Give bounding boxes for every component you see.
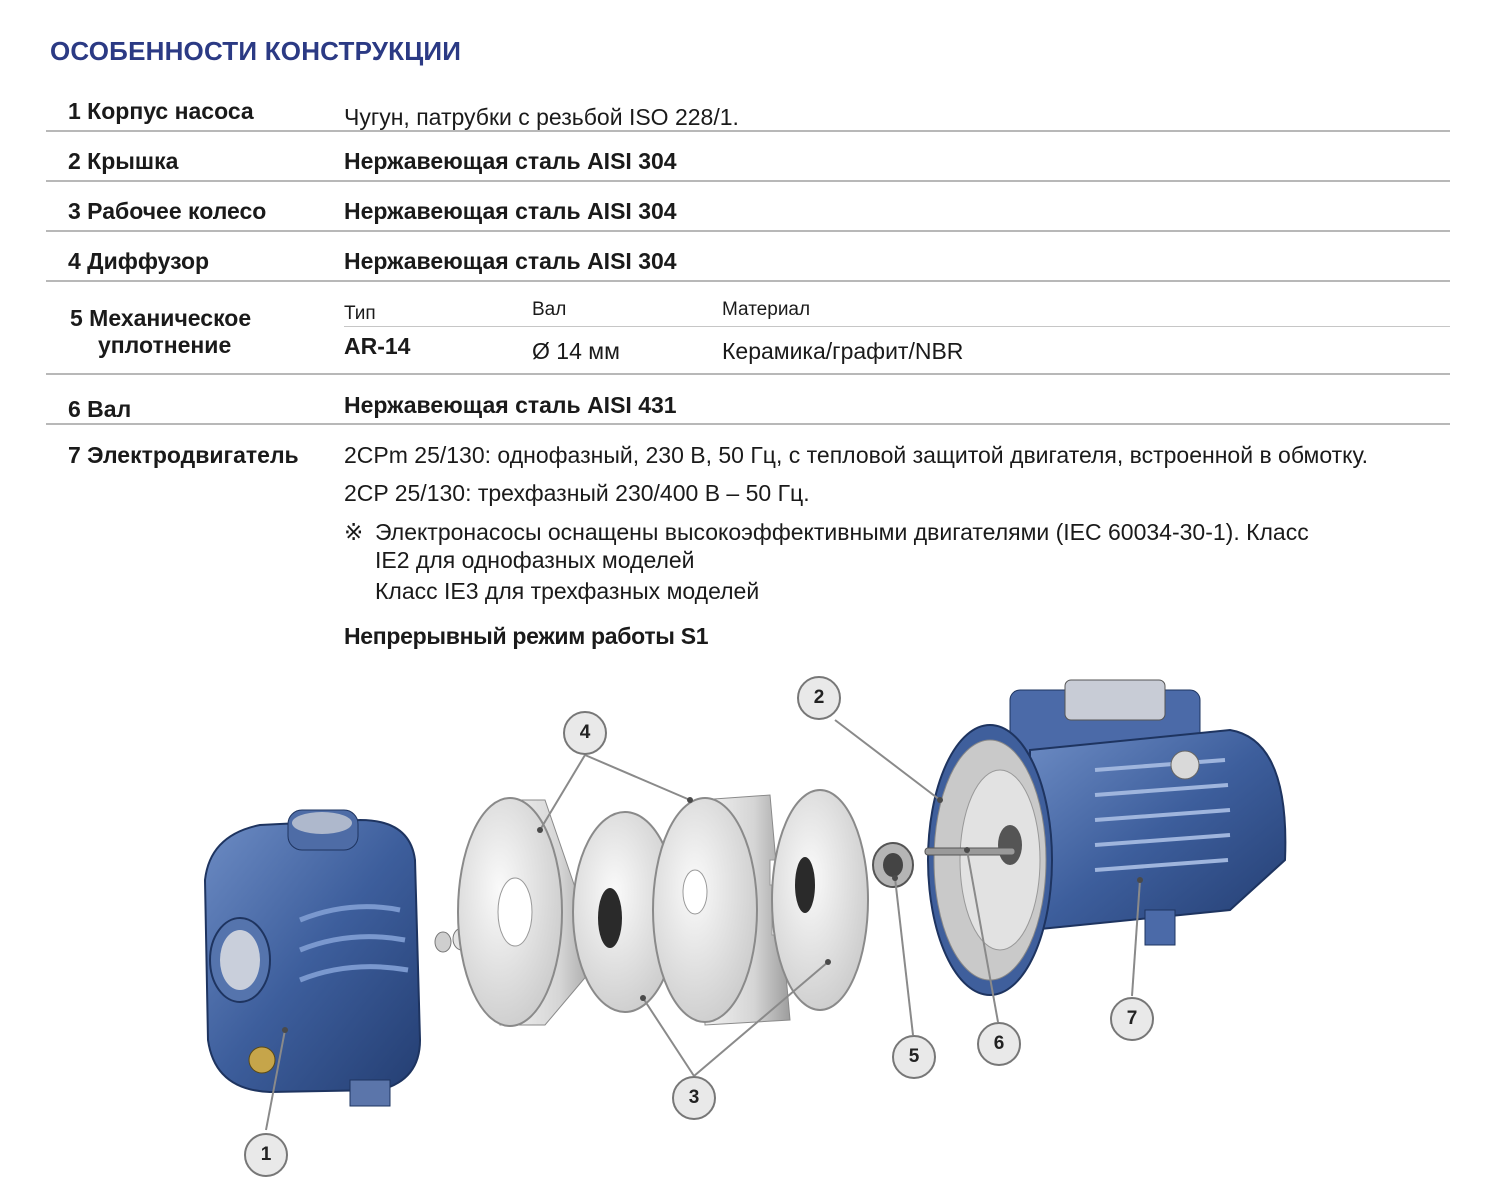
callout-4: 4 [563, 711, 607, 755]
divider [46, 230, 1450, 232]
seal-header-material: Материал [722, 299, 811, 320]
divider [46, 373, 1450, 375]
row-2-value: Нержавеющая сталь AISI 304 [344, 148, 677, 174]
callout-3: 3 [672, 1076, 716, 1120]
note-line-3: Класс IE3 для трехфазных моделей [375, 578, 760, 604]
pump-casing [205, 810, 420, 1106]
row-1-value: Чугун, патрубки с резьбой ISO 228/1. [344, 104, 739, 130]
row-3-label: 3 Рабочее колесо [68, 198, 267, 224]
row-6-label: 6 Вал [68, 396, 132, 422]
row-4-label: 4 Диффузор [68, 248, 210, 274]
mechanical-seal [873, 843, 913, 887]
seal-header-shaft: Вал [532, 299, 567, 320]
page-title: ОСОБЕННОСТИ КОНСТРУКЦИИ [50, 36, 462, 66]
row-4-value: Нержавеющая сталь AISI 304 [344, 248, 677, 274]
callout-2: 2 [797, 676, 841, 720]
divider [46, 180, 1450, 182]
seal-material-value: Керамика/графит/NBR [722, 338, 964, 364]
motor-flange-cover [928, 725, 1052, 995]
electric-motor [1010, 680, 1285, 945]
callout-7: 7 [1110, 997, 1154, 1041]
callout-1: 1 [244, 1133, 288, 1177]
seal-type-value: AR-14 [344, 333, 411, 359]
divider [46, 423, 1450, 425]
seal-subdivider [344, 326, 1450, 327]
note-line-1: Электронасосы оснащены высокоэффективными двигателями (IEC 60034-30-1). Класс [375, 519, 1309, 545]
note-line-2: IE2 для однофазных моделей [375, 547, 695, 573]
motor-line-2: 2CP 25/130: трехфазный 230/400 В – 50 Гц. [344, 480, 810, 506]
motor-line-1: 2CPm 25/130: однофазный, 230 В, 50 Гц, с тепловой защитой двигателя, встроенной в обмотку. [344, 442, 1369, 468]
callout-6: 6 [977, 1022, 1021, 1066]
motor-shaft [925, 848, 1015, 855]
seal-header-type: Тип [344, 303, 376, 324]
row-2-label: 2 Крышка [68, 148, 179, 174]
seal-shaft-value: Ø 14 мм [532, 338, 620, 364]
divider [46, 130, 1450, 132]
impeller-rear [772, 790, 868, 1010]
row-7-label: 7 Электродвигатель [68, 442, 299, 468]
row-1-label: 1 Корпус насоса [68, 98, 254, 124]
note-mark: ※ [344, 519, 364, 545]
divider [46, 280, 1450, 282]
row-6-value: Нержавеющая сталь AISI 431 [344, 392, 677, 418]
row-5-label-line1: 5 Механическое [70, 305, 252, 331]
pump-exploded-view [0, 660, 1505, 1204]
row-5-label-line2: уплотнение [98, 332, 232, 358]
callout-5: 5 [892, 1035, 936, 1079]
diffuser-rear [653, 795, 790, 1025]
duty-mode: Непрерывный режим работы S1 [344, 623, 709, 649]
row-3-value: Нержавеющая сталь AISI 304 [344, 198, 677, 224]
